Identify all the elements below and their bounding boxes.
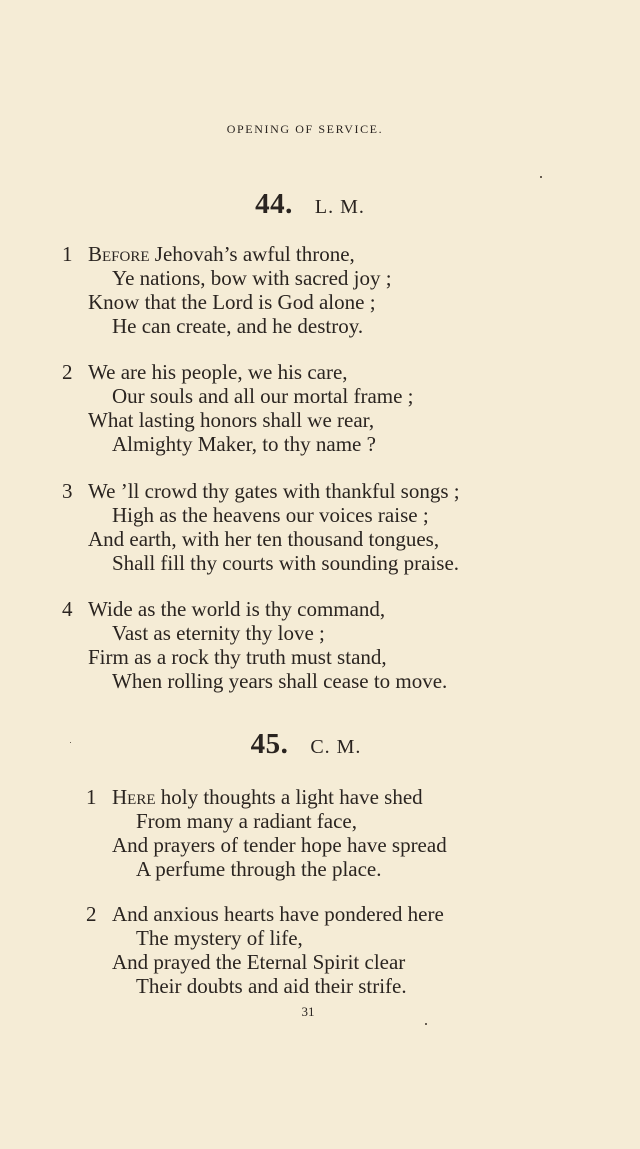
verse-line: From many a radiant face, xyxy=(136,809,357,833)
verse-line-rest: holy thoughts a light have shed xyxy=(155,785,423,809)
verse-line-rest: Jehovah’s awful throne, xyxy=(149,242,355,266)
verse-line xyxy=(88,242,392,266)
verse-line: When rolling years shall cease to move. xyxy=(112,669,448,693)
hymn-44-stanza-2 xyxy=(62,360,414,456)
hymn-45-title xyxy=(0,728,612,761)
verse-line: We are his people, we his care, xyxy=(88,360,348,384)
stanza-number: 2 xyxy=(86,902,97,926)
verse-line: We ’ll crowd thy gates with thankful songs ; xyxy=(88,479,460,503)
first-word: Here xyxy=(112,785,156,809)
hymn-number: 45. xyxy=(250,728,289,760)
first-word: Before xyxy=(88,242,150,266)
hymn-45-stanza-1 xyxy=(86,785,447,881)
hymn-44-stanza-4 xyxy=(62,597,448,693)
verse-line: Their doubts and aid their strife. xyxy=(136,974,407,998)
page-number: 31 xyxy=(301,1004,315,1019)
hymn-meter: L. M. xyxy=(314,196,365,218)
verse-line: And anxious hearts have pondered here xyxy=(112,902,444,926)
running-head: OPENING OF SERVICE. xyxy=(226,122,384,136)
verse-line: Wide as the world is thy command, xyxy=(88,597,386,621)
verse-line: He can create, and he destroy. xyxy=(112,314,364,338)
verse-line: What lasting honors shall we rear, xyxy=(88,408,375,432)
paper-speck xyxy=(540,176,542,178)
verse-line: High as the heavens our voices raise ; xyxy=(112,503,429,527)
hymn-number: 44. xyxy=(255,188,293,220)
verse-line: A perfume through the place. xyxy=(136,857,382,881)
verse-line: Vast as eternity thy love ; xyxy=(112,621,325,645)
verse-line xyxy=(112,785,447,809)
hymn-44-stanza-1 xyxy=(62,242,392,338)
verse-line: And prayed the Eternal Spirit clear xyxy=(112,950,406,974)
hymn-meter: C. M. xyxy=(310,736,362,758)
hymn-44-title xyxy=(0,188,620,221)
stanza-number: 3 xyxy=(62,479,73,503)
verse-line: Ye nations, bow with sacred joy ; xyxy=(112,266,392,290)
verse-line: And earth, with her ten thousand tongues, xyxy=(88,527,440,551)
paper-speck xyxy=(425,1023,427,1025)
hymn-45-stanza-2 xyxy=(86,902,444,998)
stanza-number: 2 xyxy=(62,360,73,384)
paper-speck xyxy=(70,742,71,743)
verse-line: Shall fill thy courts with sounding praise. xyxy=(112,551,460,575)
verse-line: Know that the Lord is God alone ; xyxy=(88,290,376,314)
hymn-44-stanza-3 xyxy=(62,479,460,575)
stanza-number: 1 xyxy=(62,242,73,266)
stanza-number: 4 xyxy=(62,597,73,621)
verse-line: And prayers of tender hope have spread xyxy=(112,833,447,857)
verse-line: Our souls and all our mortal frame ; xyxy=(112,384,414,408)
verse-line: Firm as a rock thy truth must stand, xyxy=(88,645,387,669)
verse-line: Almighty Maker, to thy name ? xyxy=(112,432,376,456)
stanza-number: 1 xyxy=(86,785,97,809)
verse-line: The mystery of life, xyxy=(136,926,303,950)
